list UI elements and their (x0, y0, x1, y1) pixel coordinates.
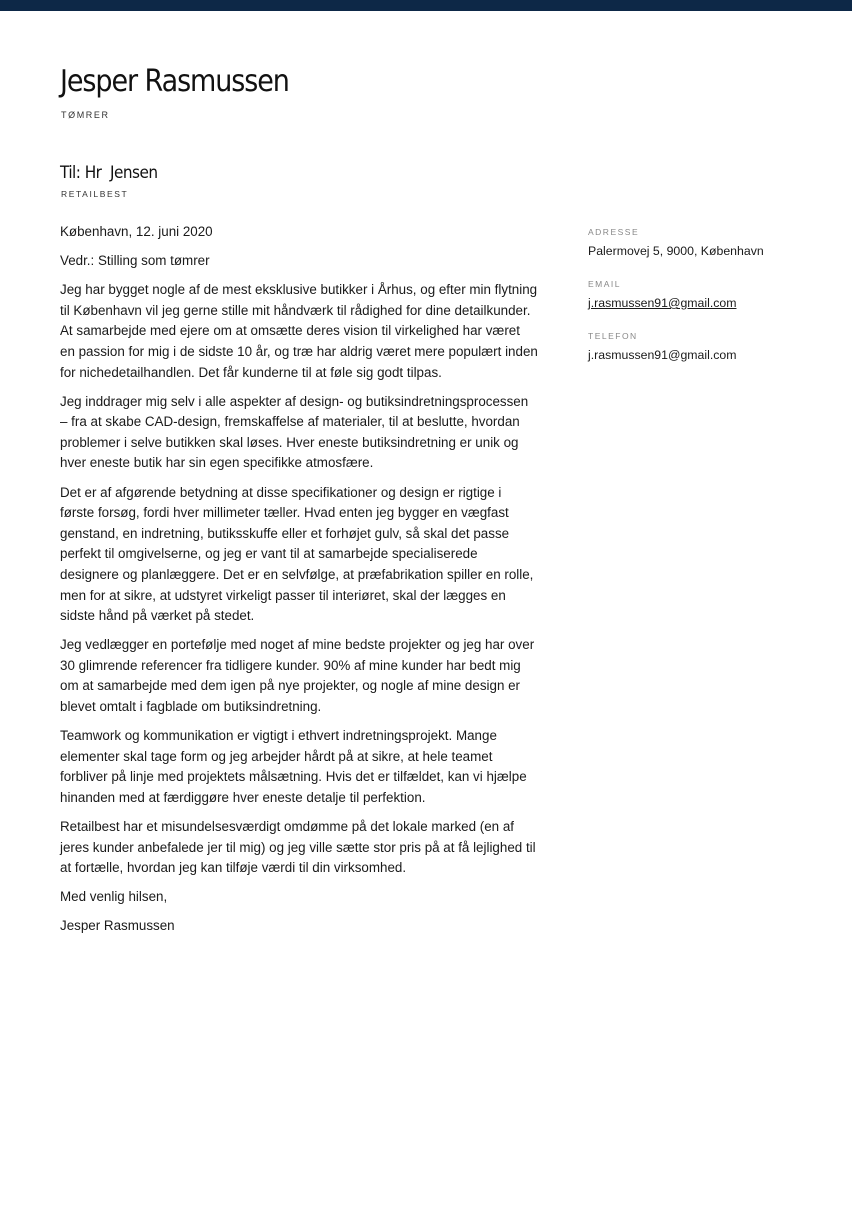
phone-label: TELEFON (588, 331, 638, 341)
contact-details (588, 226, 828, 382)
letter-paragraph: Jeg vedlægger en portefølje med noget af mine bedste projekter og jeg har over 30 glimrende referencer fra tidligere kunder. 90% af mine kunder har bedt mig om at samarbejde med dem igen på nye projekter, og nogle af mine design er blevet omtalt i fagblade om butiksindretning. (60, 637, 535, 714)
letter-paragraph: Retailbest har et misundelsesværdigt omdømme på det lokale marked (en af jeres kunder anbefalede jer til mig) og jeg ville sætte stor pris på at få lejlighed til at fortælle, hvordan jeg kan tilføje værdi til din virksomhed. (60, 818, 536, 876)
closing-line: Med venlig hilsen, (60, 889, 168, 905)
job-title: TØMRER (61, 110, 110, 120)
place-date: København, 12. juni 2020 (60, 224, 213, 239)
top-accent-bar (0, 0, 852, 11)
letter-paragraph: Jeg har bygget nogle af de mest eksklusive butikker i Århus, og efter min flytning til København vil jeg gerne stille mit håndværk til rådighed for dine detailkunder. At samarbejde med ejere om at omsætte deres vision til virkelighed har været en passion for mig i de sidste 10 år, og træ har aldrig været mere populært inden for nichedetailhandlen. Det får kunderne til at føle sig godt tilpas. (60, 282, 538, 380)
subject-line: Vedr.: Stilling som tømrer (60, 253, 210, 269)
letter-paragraph: Jeg inddrager mig selv i alle aspekter af design- og butiksindretningsprocessen – fra at skabe CAD-design, fremskaffelse af materialer, til at beslutte, hvordan problemer i selve butikken skal løses. Hver eneste butiksindretning er unik og hver eneste butik har sin egen specifikke atmosfære. (60, 393, 529, 471)
letter-body (60, 222, 538, 945)
address-value: Palermovej 5, 9000, København (588, 244, 764, 258)
recipient-company: RETAILBEST (61, 189, 129, 199)
letter-paragraph: Teamwork og kommunikation er vigtigt i ethvert indretningsprojekt. Mange elementer skal tage form og jeg arbejder hårdt på at sikre, at hele teamet forbliver på linje med projektets målsætning. Hvis det er tilfældet, kan vi hjælpe hinanden med at færdiggøre hver eneste detalje til perfektion. (60, 728, 527, 805)
email-link[interactable]: j.rasmussen91@gmail.com (588, 296, 737, 310)
letter-paragraph: Det er af afgørende betydning at disse specifikationer og design er rigtige i første forsøg, fordi hver millimeter tæller. Hvad enten jeg bygger en vægfast genstand, en indretning, butiksskuffe eller et forhøjet gulv, så skal det passe perfekt til omgivelserne, og jeg er vant til at samarbejde specialiserede designere og planlæggere. Det er en selvfølge, at præfabrikation spiller en rolle, men for at sikre, at udstyret virkeligt passer til interiøret, skal der lægges en sidste hånd på værket på stedet. (60, 484, 534, 624)
applicant-name: Jesper Rasmussen (60, 64, 289, 99)
recipient-line: Til: Hr Jensen (60, 163, 158, 183)
address-label: ADRESSE (588, 227, 640, 237)
email-label: EMAIL (588, 279, 622, 289)
signature-name: Jesper Rasmussen (60, 918, 175, 934)
phone-value: j.rasmussen91@gmail.com (588, 348, 737, 362)
